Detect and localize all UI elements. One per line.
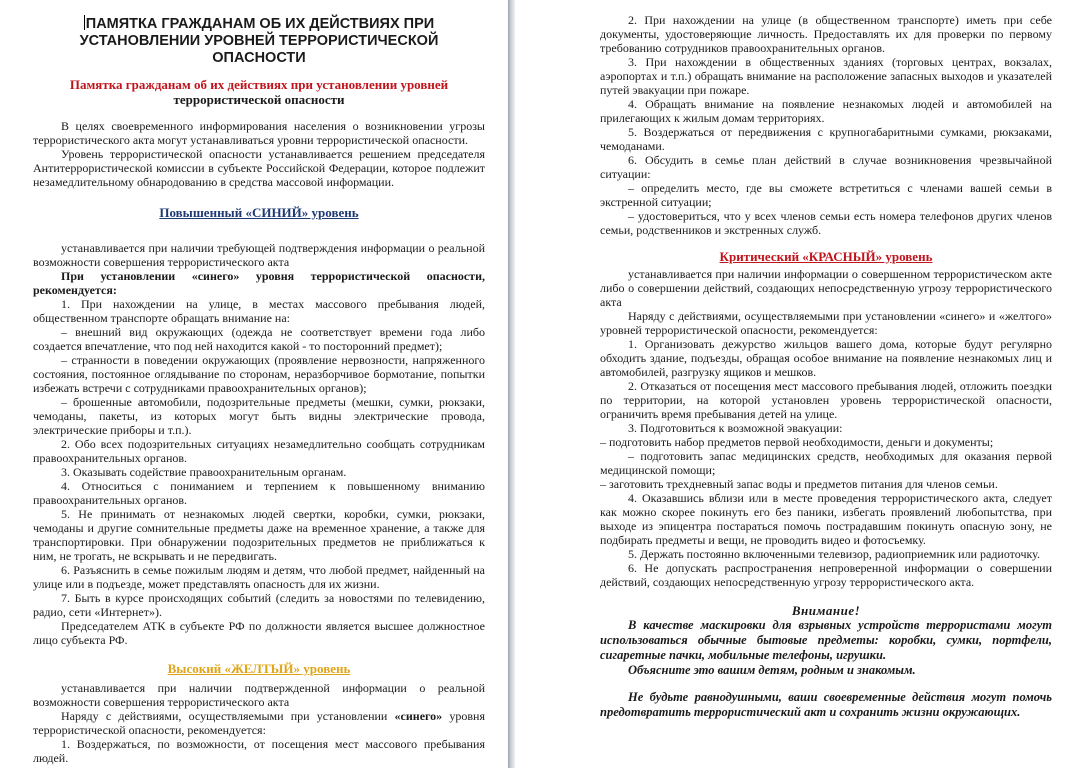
blue-item-8: 5. Не принимать от незнакомых людей свертки, коробки, сумки, рюкзаки, чемоданы и другие сомнительные предметы даже на временное хранение, а также для транспортировки. При обнаружении подозрительных предметов не приближаться к ним, не трогать, не вскрывать и не передвигать. [33,507,485,563]
attention-paragraph-1: В качестве маскировки для взрывных устройств террористами могут использоваться обычные бытовые предметы: коробки, сумки, портфели, сигаретные пачки, мобильные телефоны, игрушки. [600,618,1052,662]
red-item-5: 5. Держать постоянно включенными телевизор, радиоприемник или радиоточку. [628,547,1040,561]
right-page-content [600,13,1052,720]
blue-level-heading: Повышенный «СИНИЙ» уровень [159,205,359,220]
memo-subtitle-black: террористической опасности [173,92,345,107]
attention-paragraph-3: Не будьте равнодушными, ваши своевременные действия могут помочь предотвратить террористический акт и сохранить жизни окружающих. [600,690,1052,719]
memo-subtitle [33,77,485,107]
attention-heading: Внимание! [791,603,861,618]
intro-paragraph-2: Уровень террористической опасности устанавливается решением председателя Антитеррористической комиссии в субъекте Российской Федерации, которое подлежит незамедлительному обнародованию в средства массовой информации. [33,147,485,189]
yellow-item-5: 5. Воздержаться от передвижения с крупногабаритными сумками, рюкзаками, чемоданами. [600,125,1052,153]
intro-paragraph-1: В целях своевременного информирования населения о возникновении угрозы террористического акта могут устанавливаться уровни террористической опасности. [33,119,485,147]
red-item-3b: – подготовить запас медицинских средств, необходимых для оказания первой медицинской помощи; [600,449,1052,477]
yellow-level-definition: устанавливается при наличии подтвержденной информации о реальной возможности совершения террористического акта [33,681,485,709]
blue-item-2: – внешний вид окружающих (одежда не соответствует времени года либо создается впечатление, что под ней находится какой - то посторонний предмет); [33,325,485,353]
yellow-item-1: 1. Воздержаться, по возможности, от посещения мест массового пребывания людей. [33,737,485,765]
yellow-item-4: 4. Обращать внимание на появление незнакомых людей и автомобилей на прилегающих к жилым домам территориях. [600,97,1052,125]
red-level-heading: Критический «КРАСНЫЙ» уровень [719,249,933,264]
blue-item-5: 2. Обо всех подозрительных ситуациях незамедлительно сообщать сотрудникам правоохранительных органов. [33,437,485,465]
red-item-1: 1. Организовать дежурство жильцов вашего дома, которые будут регулярно обходить здание, подъезды, обращая особое внимание на появление незнакомых лиц и автомобилей, разгрузку ящиков и мешков. [600,337,1052,379]
text-cursor [84,15,85,30]
yellow-rec-part-1: Наряду с действиями, осуществляемыми при установлении [61,709,395,723]
atk-chair-note: Председателем АТК в субъекте РФ по должности является высшее должностное лицо субъекта РФ. [33,619,485,647]
attention-paragraph-2: Объясните это вашим детям, родным и знакомым. [628,663,916,677]
red-level-recommendation: Наряду с действиями, осуществляемыми при установлении «синего» и «желтого» уровней террористической опасности, рекомендуется: [600,309,1052,337]
red-level-definition: устанавливается при наличии информации о совершенном террористическом акте либо о совершении действий, создающих непосредственную угрозу террористического акта [600,267,1052,309]
yellow-item-6a: – определить место, где вы сможете встретиться с членами вашей семьи в экстренной ситуации; [600,181,1052,209]
blue-level-definition: устанавливается при наличии требующей подтверждения информации о реальной возможности совершения террористического акта [33,241,485,269]
blue-item-9: 6. Разъяснить в семье пожилым людям и детям, что любой предмет, найденный на улице или в подъезде, может представлять опасность для их жизни. [33,563,485,591]
blue-level-recommendation: При установлении «синего» уровня террористической опасности, рекомендуется: [33,269,485,297]
yellow-item-3: 3. При нахождении в общественных зданиях (торговых центрах, вокзалах, аэропортах и т.п.) обращать внимание на расположение запасных выходов и указателей путей эвакуации при пожаре. [600,55,1052,97]
yellow-level-heading: Высокий «ЖЕЛТЫЙ» уровень [167,661,351,676]
red-item-6: 6. Не допускать распространения непроверенной информации о совершении действий, создающих непосредственную угрозу террористического акта. [600,561,1052,589]
blue-item-4: – брошенные автомобили, подозрительные предметы (мешки, сумки, рюкзаки, чемоданы, пакеты, из которых могут быть видны электрические провода, электрические приборы и т.п.). [33,395,485,437]
page-divider [508,0,515,768]
left-page-content [33,15,485,765]
yellow-rec-part-2: «синего» [394,709,443,723]
document-title-text: ПАМЯТКА ГРАЖДАНАМ ОБ ИХ ДЕЙСТВИЯХ ПРИ УСТАНОВЛЕНИИ УРОВНЕЙ ТЕРРОРИСТИЧЕСКОЙ ОПАСНОСТИ [79,16,439,66]
blue-item-10: 7. Быть в курсе происходящих событий (следить за новостями по телевидению, радио, сети «Интернет»). [33,591,485,619]
blue-item-1: 1. При нахождении на улице, в местах массового пребывания людей, общественном транспорте обращать внимание на: [33,297,485,325]
memo-subtitle-red: Памятка гражданам об их действиях при установлении уровней [69,77,449,92]
yellow-item-6: 6. Обсудить в семье план действий в случае возникновения чрезвычайной ситуации: [600,153,1052,181]
red-item-2: 2. Отказаться от посещения мест массового пребывания людей, отложить поездки по территории, на которой установлен уровень террористической опасности, ограничить время пребывания детей на улице. [600,379,1052,421]
red-item-3a: – подготовить набор предметов первой необходимости, деньги и документы; [600,435,994,449]
yellow-item-6b: – удостовериться, что у всех членов семьи есть номера телефонов других членов семьи, родственников и экстренных служб. [600,209,1052,237]
red-item-4: 4. Оказавшись вблизи или в месте проведения террористического акта, следует как можно скорее покинуть его без паники, избегать проявлений любопытства, при выходе из эпицентра постараться помочь пострадавшим покинуть опасную зону, не подбирать предметы и вещи, не проводить видео и фотосъемку. [600,491,1052,547]
yellow-item-2: 2. При нахождении на улице (в общественном транспорте) иметь при себе документы, удостоверяющие личность. Предоставлять их для проверки по первому требованию сотрудников правоохранительных органов. [600,13,1052,55]
yellow-rec-part-3: уровня террористической опасности, рекомендуется: [33,709,486,737]
blue-item-7: 4. Относиться с пониманием и терпением к повышенному вниманию правоохранительных органов. [33,479,485,507]
right-page [515,0,1070,768]
red-item-3: 3. Подготовиться к возможной эвакуации: [628,421,843,435]
blue-item-3: – странности в поведении окружающих (проявление нервозности, напряженного состояния, постоянное оглядывание по сторонам, неразборчивое бормотание, попытки избежать встречи с сотрудниками правоохранительных органов); [33,353,485,395]
red-item-3c: – заготовить трехдневный запас воды и предметов питания для членов семьи. [600,477,998,491]
yellow-level-recommendation [33,709,485,737]
left-page [0,0,508,768]
document-title [33,15,485,67]
blue-item-6: 3. Оказывать содействие правоохранительным органам. [61,465,347,479]
